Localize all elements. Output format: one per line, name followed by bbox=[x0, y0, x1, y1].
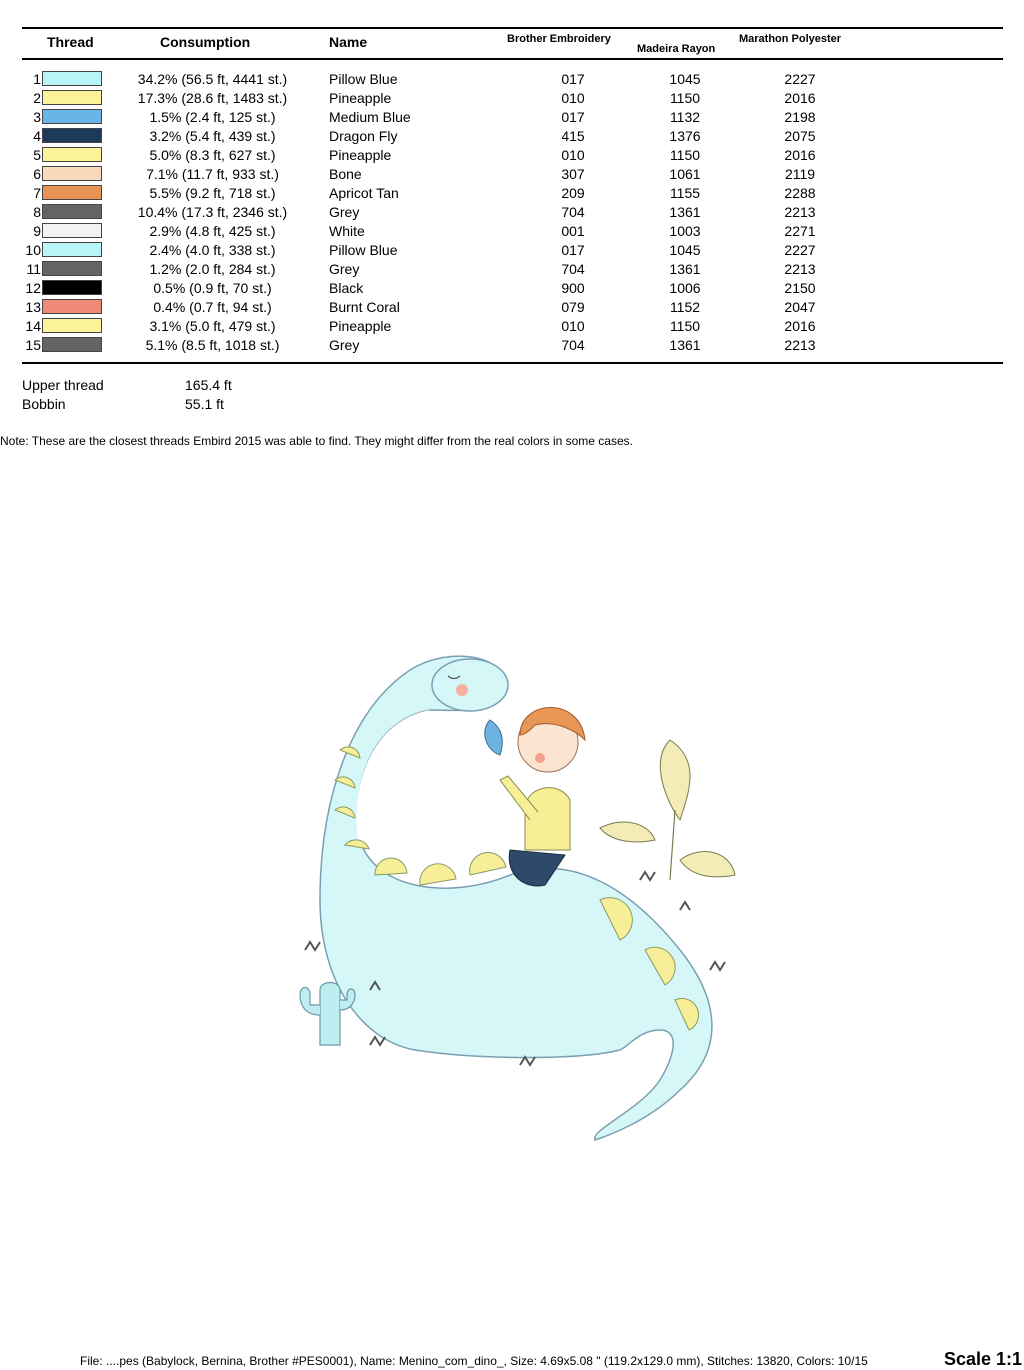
brother-code: 010 bbox=[561, 147, 585, 163]
thread-color-swatch bbox=[42, 166, 102, 181]
marathon-code: 2213 bbox=[784, 261, 816, 277]
brother-code: 079 bbox=[561, 299, 585, 315]
header-brother: Brother Embroidery bbox=[507, 33, 611, 45]
thread-consumption: 1.5% (2.4 ft, 125 st.) bbox=[149, 109, 276, 125]
thread-name: Apricot Tan bbox=[329, 185, 399, 201]
table-row bbox=[0, 70, 1024, 89]
thread-color-swatch bbox=[42, 147, 102, 162]
table-row bbox=[0, 89, 1024, 108]
table-row bbox=[0, 336, 1024, 355]
table-row bbox=[0, 241, 1024, 260]
madeira-code: 1376 bbox=[669, 128, 701, 144]
marathon-code: 2198 bbox=[784, 109, 816, 125]
thread-name: White bbox=[329, 223, 365, 239]
thread-name: Grey bbox=[329, 261, 360, 277]
marathon-code: 2016 bbox=[784, 90, 816, 106]
thread-consumption: 2.4% (4.0 ft, 338 st.) bbox=[149, 242, 276, 258]
table-row bbox=[0, 108, 1024, 127]
thread-name: Medium Blue bbox=[329, 109, 411, 125]
thread-name: Grey bbox=[329, 204, 360, 220]
note-text: Note: These are the closest threads Embird 2015 was able to find. They might differ from the real colors in some cases. bbox=[0, 434, 633, 448]
thread-name: Burnt Coral bbox=[329, 299, 400, 315]
thread-name: Pineapple bbox=[329, 90, 392, 106]
thread-color-swatch bbox=[42, 299, 102, 314]
thread-consumption: 1.2% (2.0 ft, 284 st.) bbox=[149, 261, 276, 277]
marathon-code: 2213 bbox=[784, 204, 816, 220]
thread-color-swatch bbox=[42, 204, 102, 219]
thread-number: 4 bbox=[33, 128, 41, 144]
brother-code: 010 bbox=[561, 318, 585, 334]
thread-number: 3 bbox=[33, 109, 41, 125]
thread-color-swatch bbox=[42, 261, 102, 276]
bobbin-value: 55.1 ft bbox=[185, 396, 224, 412]
table-row bbox=[0, 260, 1024, 279]
brother-code: 704 bbox=[561, 204, 585, 220]
thread-color-swatch bbox=[42, 242, 102, 257]
brother-code: 704 bbox=[561, 337, 585, 353]
thread-number: 11 bbox=[26, 261, 41, 277]
table-top-rule bbox=[22, 27, 1003, 29]
brother-code: 704 bbox=[561, 261, 585, 277]
marathon-code: 2227 bbox=[784, 242, 816, 258]
marathon-code: 2075 bbox=[784, 128, 816, 144]
thread-name: Pineapple bbox=[329, 318, 392, 334]
upper-thread-label: Upper thread bbox=[22, 377, 104, 393]
thread-number: 12 bbox=[25, 280, 41, 296]
table-row bbox=[0, 146, 1024, 165]
marathon-code: 2016 bbox=[784, 147, 816, 163]
thread-color-swatch bbox=[42, 280, 102, 295]
thread-number: 10 bbox=[25, 242, 41, 258]
thread-consumption: 0.4% (0.7 ft, 94 st.) bbox=[153, 299, 272, 315]
madeira-code: 1006 bbox=[669, 280, 701, 296]
brother-code: 017 bbox=[561, 109, 585, 125]
madeira-code: 1150 bbox=[669, 90, 701, 106]
thread-consumption: 10.4% (17.3 ft, 2346 st.) bbox=[137, 204, 288, 220]
thread-number: 7 bbox=[33, 185, 41, 201]
marathon-code: 2288 bbox=[784, 185, 816, 201]
table-row bbox=[0, 184, 1024, 203]
madeira-code: 1152 bbox=[669, 299, 701, 315]
thread-number: 13 bbox=[25, 299, 41, 315]
thread-name: Dragon Fly bbox=[329, 128, 398, 144]
thread-color-swatch bbox=[42, 318, 102, 333]
marathon-code: 2213 bbox=[784, 337, 816, 353]
madeira-code: 1361 bbox=[669, 337, 701, 353]
thread-name: Black bbox=[329, 280, 364, 296]
thread-number: 1 bbox=[33, 71, 41, 87]
table-bottom-rule bbox=[22, 362, 1003, 364]
brother-code: 001 bbox=[561, 223, 585, 239]
madeira-code: 1155 bbox=[669, 185, 701, 201]
header-marathon: Marathon Polyester bbox=[739, 33, 842, 45]
thread-color-swatch bbox=[42, 71, 102, 86]
thread-color-swatch bbox=[42, 109, 102, 124]
thread-name: Bone bbox=[329, 166, 362, 182]
table-row bbox=[0, 317, 1024, 336]
table-row bbox=[0, 203, 1024, 222]
thread-name: Pillow Blue bbox=[329, 71, 398, 87]
thread-name: Pillow Blue bbox=[329, 242, 398, 258]
thread-consumption: 17.3% (28.6 ft, 1483 st.) bbox=[137, 90, 288, 106]
embroidery-design-preview bbox=[280, 650, 750, 1150]
marathon-code: 2016 bbox=[784, 318, 816, 334]
brother-code: 307 bbox=[561, 166, 585, 182]
thread-number: 15 bbox=[25, 337, 41, 353]
thread-number: 6 bbox=[33, 166, 41, 182]
marathon-code: 2150 bbox=[784, 280, 816, 296]
header-madeira: Madeira Rayon bbox=[637, 43, 716, 55]
brother-code: 017 bbox=[561, 71, 585, 87]
header-thread: Thread bbox=[47, 34, 94, 50]
marathon-code: 2271 bbox=[784, 223, 816, 239]
thread-number: 5 bbox=[33, 147, 41, 163]
madeira-code: 1150 bbox=[669, 147, 701, 163]
madeira-code: 1132 bbox=[669, 109, 701, 125]
madeira-code: 1150 bbox=[669, 318, 701, 334]
thread-number: 14 bbox=[25, 318, 41, 334]
madeira-code: 1045 bbox=[669, 71, 701, 87]
thread-color-swatch bbox=[42, 90, 102, 105]
thread-consumption: 3.1% (5.0 ft, 479 st.) bbox=[149, 318, 276, 334]
table-row bbox=[0, 222, 1024, 241]
thread-consumption: 5.0% (8.3 ft, 627 st.) bbox=[149, 147, 276, 163]
thread-consumption: 7.1% (11.7 ft, 933 st.) bbox=[146, 166, 279, 182]
brother-code: 900 bbox=[561, 280, 585, 296]
header-name: Name bbox=[329, 34, 368, 50]
madeira-code: 1361 bbox=[669, 204, 701, 220]
thread-color-swatch bbox=[42, 337, 102, 352]
marathon-code: 2227 bbox=[784, 71, 816, 87]
thread-color-swatch bbox=[42, 128, 102, 143]
brother-code: 010 bbox=[561, 90, 585, 106]
table-header-rule bbox=[22, 58, 1003, 60]
madeira-code: 1061 bbox=[669, 166, 701, 182]
thread-color-swatch bbox=[42, 185, 102, 200]
brother-code: 017 bbox=[561, 242, 585, 258]
thread-consumption: 0.5% (0.9 ft, 70 st.) bbox=[153, 280, 272, 296]
madeira-code: 1361 bbox=[669, 261, 701, 277]
upper-thread-value: 165.4 ft bbox=[185, 377, 232, 393]
madeira-code: 1045 bbox=[669, 242, 701, 258]
table-row bbox=[0, 298, 1024, 317]
madeira-code: 1003 bbox=[669, 223, 701, 239]
thread-consumption: 34.2% (56.5 ft, 4441 st.) bbox=[137, 71, 288, 87]
table-row bbox=[0, 165, 1024, 184]
thread-number: 9 bbox=[33, 223, 41, 239]
thread-consumption: 3.2% (5.4 ft, 439 st.) bbox=[149, 128, 276, 144]
brother-code: 415 bbox=[561, 128, 585, 144]
thread-color-swatch bbox=[42, 223, 102, 238]
thread-number: 2 bbox=[33, 90, 41, 106]
brother-code: 209 bbox=[561, 185, 585, 201]
header-consumption: Consumption bbox=[160, 34, 251, 50]
marathon-code: 2119 bbox=[784, 166, 816, 182]
file-info-footer: File: ....pes (Babylock, Bernina, Brother #PES0001), Name: Menino_com_dino_, Size: 4.69x5.08 " (119.2x129.0 mm), Stitches: 13820, Colors: 10/15 bbox=[80, 1354, 868, 1368]
table-row bbox=[0, 127, 1024, 146]
thread-consumption: 2.9% (4.8 ft, 425 st.) bbox=[149, 223, 276, 239]
thread-consumption: 5.5% (9.2 ft, 718 st.) bbox=[149, 185, 276, 201]
table-row bbox=[0, 279, 1024, 298]
thread-name: Grey bbox=[329, 337, 360, 353]
thread-number: 8 bbox=[33, 204, 41, 220]
marathon-code: 2047 bbox=[784, 299, 816, 315]
thread-consumption: 5.1% (8.5 ft, 1018 st.) bbox=[145, 337, 280, 353]
thread-name: Pineapple bbox=[329, 147, 392, 163]
scale-label: Scale 1:1 bbox=[944, 1349, 1023, 1369]
bobbin-label: Bobbin bbox=[22, 396, 66, 412]
